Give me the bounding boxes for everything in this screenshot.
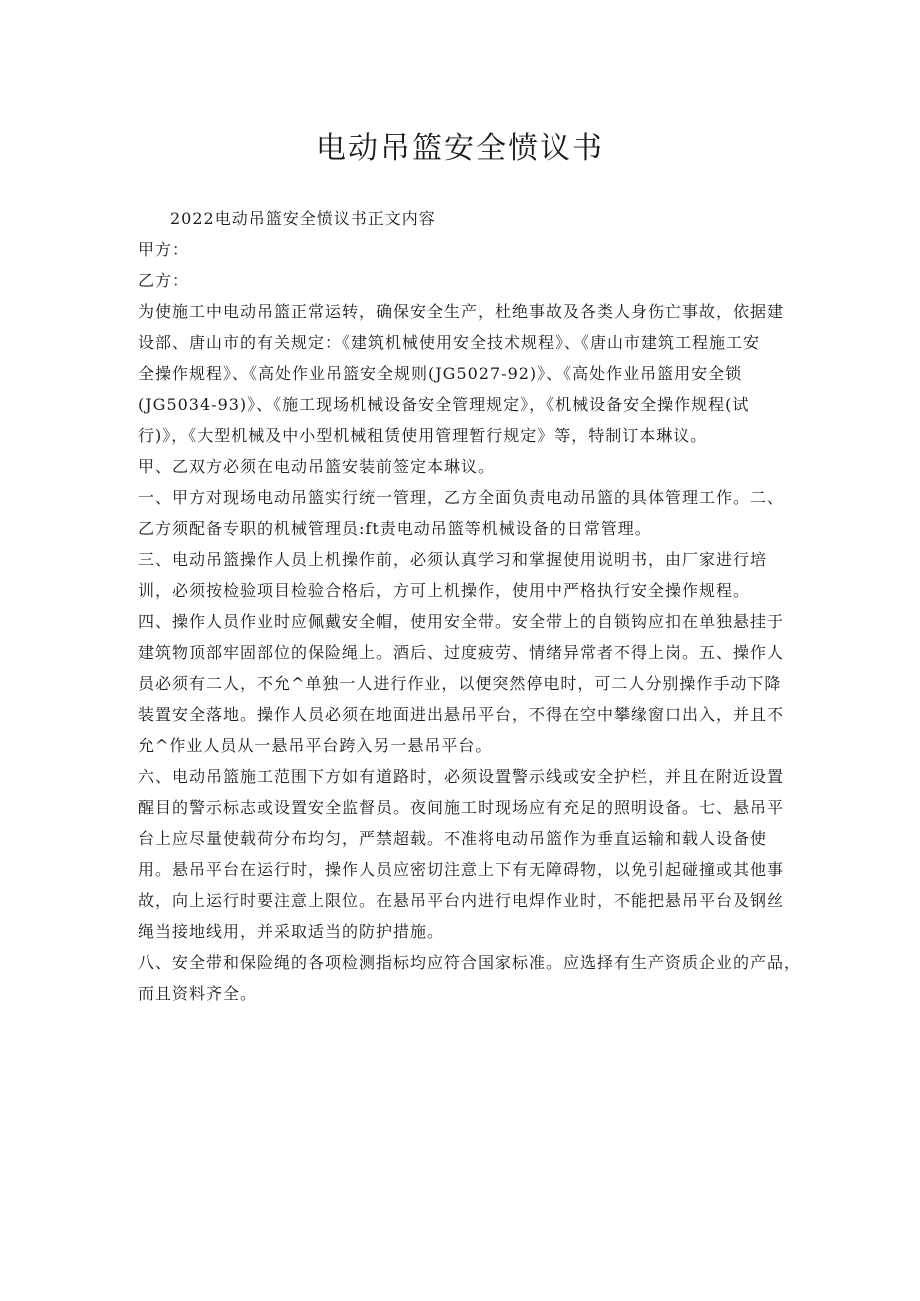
body-line: 八、安全带和保险绳的各项检测指标均应符合国家标准。应选择有生产资质企业的产品，: [138, 953, 802, 972]
body-line: 建筑物顶部牢固部位的保险绳上。酒后、过度疲劳、情绪异常者不得上岗。五、操作人: [138, 643, 785, 662]
body-line: 装置安全落地。操作人员必须在地面进出悬吊平台，不得在空中攀缘窗口出入，并且不: [138, 705, 785, 724]
document-body: [138, 203, 800, 1009]
body-line: 为使施工中电动吊篮正常运转，确保安全生产，杜绝事故及各类人身伤亡事故，依据建: [138, 302, 785, 321]
body-line: 允^作业人员从一悬吊平台跨入另一悬吊平台。: [138, 736, 493, 755]
body-line: 而且资料齐全。: [138, 984, 258, 1003]
body-line: 行)》，《大型机械及中小型机械租赁使用管理暂行规定》等，特制订本琳议。: [138, 426, 708, 445]
body-line: 绳当接地线用，并采取适当的防护措施。: [138, 922, 445, 941]
body-line: (JG5034-93)》、《施工现场机械设备安全管理规定》，《机械设备安全操作规程(试: [138, 395, 750, 414]
party-a-line: 甲方：: [138, 240, 190, 259]
document-title: 电动吊篮安全愤议书: [316, 131, 604, 166]
body-line: 员必须有二人，不允^单独一人进行作业，以便突然停电时，可二人分别操作手动下降: [138, 674, 782, 693]
body-line: 甲、乙双方必须在电动吊篮安装前签定本琳议。: [138, 457, 496, 476]
party-b-line: 乙方：: [138, 271, 190, 290]
body-line: 用。悬吊平台在运行时，操作人员应密切注意上下有无障碍物，以免引起碰撞或其他事: [138, 860, 785, 879]
body-line: 六、电动吊篮施工范围下方如有道路时，必须设置警示线或安全护栏，并且在附近设置: [138, 767, 785, 786]
body-line: 设部、唐山市的有关规定：《建筑机械使用安全技术规程》、《唐山市建筑工程施工安: [138, 333, 761, 352]
body-line: 故，向上运行时要注意上限位。在悬吊平台内进行电焊作业时，不能把悬吊平台及钢丝: [138, 891, 785, 910]
body-line: 全操作规程》、《高处作业吊篮安全规则(JG5027-92)》、《高处作业吊篮用安全锁: [138, 364, 743, 383]
body-line: 乙方须配备专职的机械管理员:ft责电动吊篮等机械设备的日常管理。: [138, 519, 652, 538]
body-line: 三、电动吊篮操作人员上机操作前，必须认真学习和掌握使用说明书，由厂家进行培: [138, 550, 768, 569]
body-line: 台上应尽量使载荷分布均匀，严禁超载。不准将电动吊篮作为垂直运输和载人设备使: [138, 829, 768, 848]
body-line: 四、操作人员作业时应佩戴安全帽，使用安全带。安全带上的自锁钩应扣在单独悬挂于: [138, 612, 785, 631]
subtitle-line: 2022电动吊篮安全愤议书正文内容: [170, 209, 436, 228]
body-line: 醒目的警示标志或设置安全监督员。夜间施工时现场应有充足的照明设备。七、悬吊平: [138, 798, 785, 817]
body-line: 一、甲方对现场电动吊篮实行统一管理，乙方全面负责电动吊篮的具体管理工作。二、: [138, 488, 785, 507]
body-line: 训，必须按检验项目检验合格后，方可上机操作，使用中严格执行安全操作规程。: [138, 581, 751, 600]
